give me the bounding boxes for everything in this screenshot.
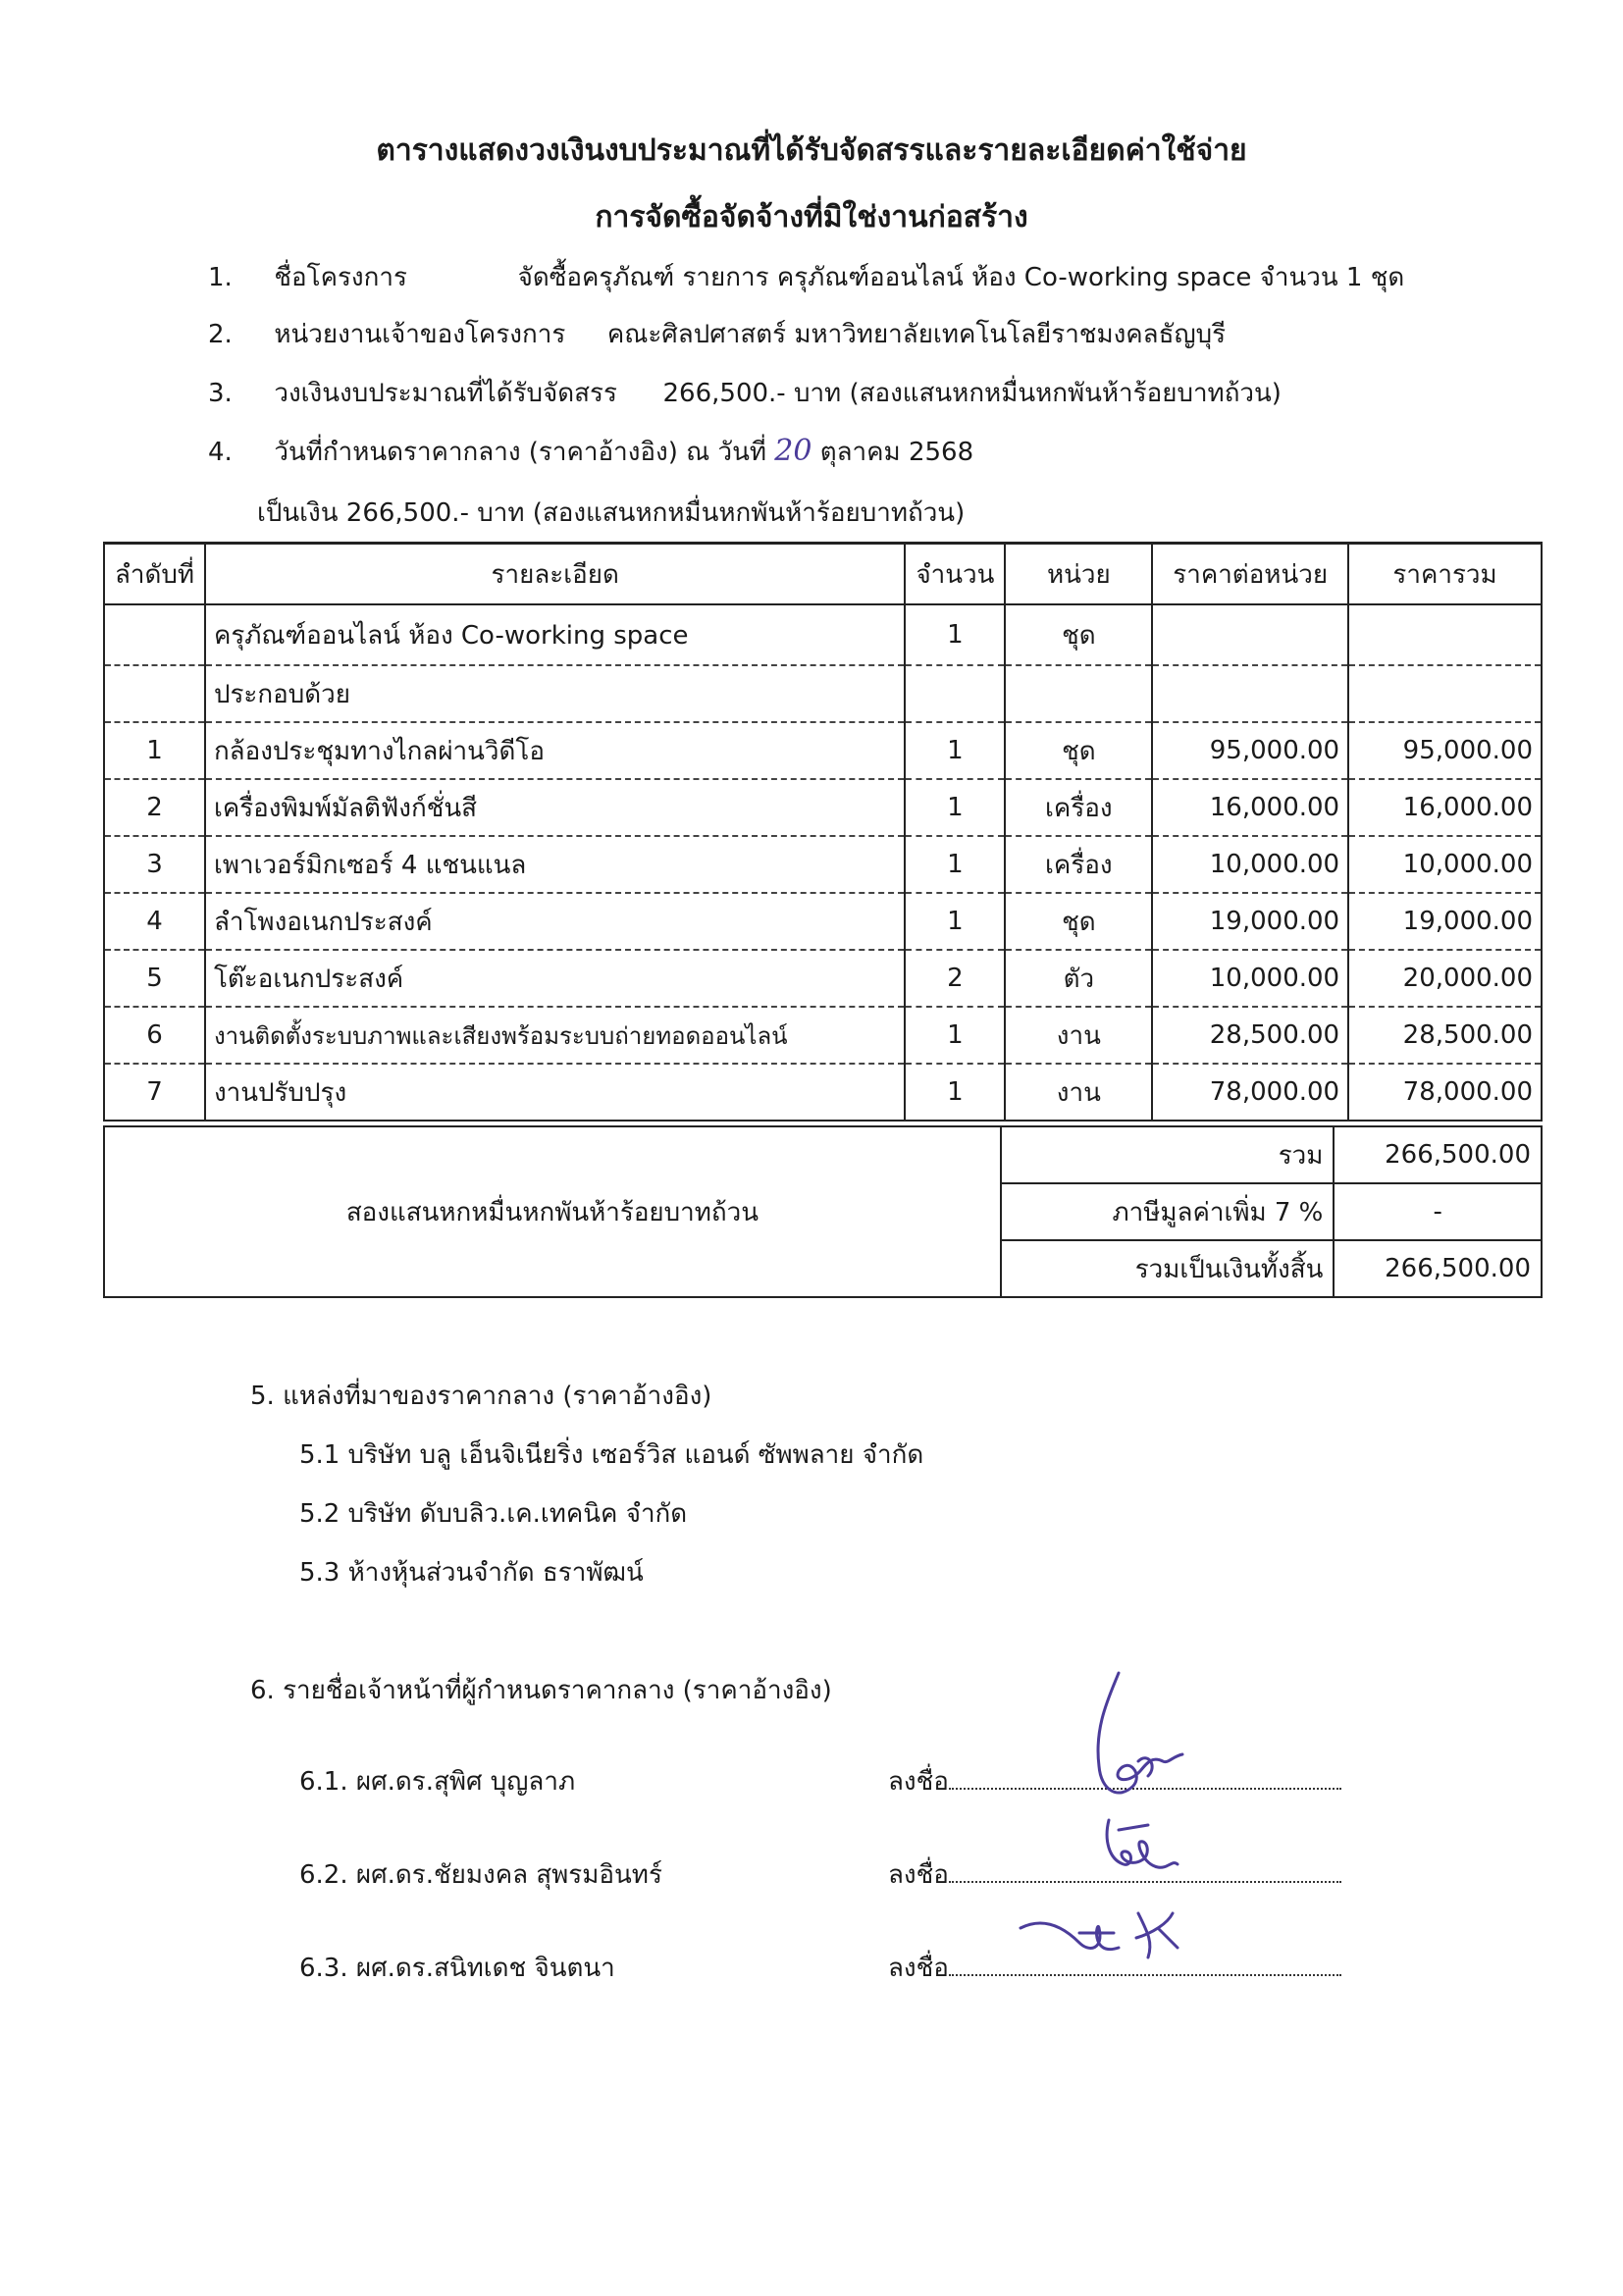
row-unit: ชุด: [1005, 722, 1152, 779]
header-detail: รายละเอียด: [205, 544, 906, 605]
row-detail: ลำโพงอเนกประสงค์: [205, 893, 906, 950]
info-item-2: [208, 314, 1226, 354]
amount-in-words: สองแสนหกหมื่นหกพันห้าร้อยบาทถ้วน: [104, 1126, 1001, 1297]
info-value: จัดซื้อครุภัณฑ์ รายการ ครุภัณฑ์ออนไลน์ ห้อง Co-working space จำนวน 1 ชุด: [517, 263, 1405, 292]
row-total: 95,000.00: [1348, 722, 1542, 779]
row-qty: 1: [905, 893, 1005, 950]
info-label: ชื่อโครงการ: [274, 263, 407, 292]
row-unit-price: 95,000.00: [1152, 722, 1348, 779]
info-item-3: [208, 373, 1282, 413]
table-row: [104, 836, 1542, 893]
sum-value: 266,500.00: [1334, 1126, 1542, 1183]
row-no: 7: [104, 1064, 205, 1121]
row-qty: 1: [905, 722, 1005, 779]
row-total: 19,000.00: [1348, 893, 1542, 950]
sources-heading: 5. แหล่งที่มาของราคากลาง (ราคาอ้างอิง): [250, 1382, 712, 1411]
grand-total-label: รวมเป็นเงินทั้งสิ้น: [1001, 1240, 1335, 1297]
table-row: [104, 779, 1542, 836]
row-no: 4: [104, 893, 205, 950]
official-name: 6.1. ผศ.ดร.สุพิศ บุญลาภ: [299, 1767, 576, 1797]
row-unit: งาน: [1005, 1007, 1152, 1064]
row-detail: กล้องประชุมทางไกลผ่านวิดีโอ: [205, 722, 906, 779]
header-unit-price: ราคาต่อหน่วย: [1152, 544, 1348, 605]
info-item-4: [208, 432, 973, 472]
info-label: หน่วยงานเจ้าของโครงการ: [274, 320, 566, 349]
info-num: 2.: [208, 320, 233, 349]
sign-label: ลงชื่อ: [888, 1767, 949, 1797]
grand-total-value: 266,500.00: [1334, 1240, 1542, 1297]
table-row: [104, 893, 1542, 950]
header-no: ลำดับที่: [104, 544, 205, 605]
row-unit-price: 16,000.00: [1152, 779, 1348, 836]
row-detail: งานติดตั้งระบบภาพและเสียงพร้อมระบบถ่ายทอดออนไลน์: [205, 1007, 906, 1064]
row-qty: 1: [905, 1007, 1005, 1064]
header-unit: หน่วย: [1005, 544, 1152, 605]
row-no: 2: [104, 779, 205, 836]
row-detail: งานปรับปรุง: [205, 1064, 906, 1121]
row-qty: 1: [905, 836, 1005, 893]
row-unit-price: 19,000.00: [1152, 893, 1348, 950]
info-value: 266,500.- บาท (สองแสนหกหมื่นหกพันห้าร้อยบาทถ้วน): [662, 379, 1282, 408]
sign-label: ลงชื่อ: [888, 1954, 949, 1983]
vat-value: -: [1334, 1183, 1542, 1240]
row-detail: เพาเวอร์มิกเซอร์ 4 แชนแนล: [205, 836, 906, 893]
row-unit-price: 10,000.00: [1152, 836, 1348, 893]
row-qty: 2: [905, 950, 1005, 1007]
composed-of-row: [104, 665, 1542, 722]
row-total: 16,000.00: [1348, 779, 1542, 836]
info-num: 1.: [208, 263, 233, 292]
summary-table: [103, 1125, 1543, 1298]
items-table: [103, 542, 1543, 1122]
row-unit: เครื่อง: [1005, 779, 1152, 836]
row-unit-price: 28,500.00: [1152, 1007, 1348, 1064]
row-unit-price: 78,000.00: [1152, 1064, 1348, 1121]
header-qty: จำนวน: [905, 544, 1005, 605]
sign-label: ลงชื่อ: [888, 1860, 949, 1890]
row-no: 6: [104, 1007, 205, 1064]
row-total: 28,500.00: [1348, 1007, 1542, 1064]
row-total: 10,000.00: [1348, 836, 1542, 893]
source-item: 5.3 ห้างหุ้นส่วนจำกัด ธราพัฒน์: [299, 1558, 644, 1588]
table-row: [104, 950, 1542, 1007]
table-row: [104, 1007, 1542, 1064]
header-total: ราคารวม: [1348, 544, 1542, 605]
sum-label: รวม: [1001, 1126, 1335, 1183]
main-item-detail: ครุภัณฑ์ออนไลน์ ห้อง Co-working space: [205, 604, 906, 665]
source-item: 5.2 บริษัท ดับบลิว.เค.เทคนิค จำกัด: [299, 1499, 688, 1529]
info-label: วงเงินงบประมาณที่ได้รับจัดสรร: [274, 379, 617, 408]
info-month-year: ตุลาคม 2568: [819, 438, 974, 467]
signature-3: [1011, 1889, 1197, 1977]
row-detail: เครื่องพิมพ์มัลติฟังก์ชั่นสี: [205, 779, 906, 836]
row-detail: โต๊ะอเนกประสงค์: [205, 950, 906, 1007]
row-unit: ตัว: [1005, 950, 1152, 1007]
main-item-unit: ชุด: [1005, 604, 1152, 665]
official-name: 6.2. ผศ.ดร.ชัยมงคล สุพรมอินทร์: [299, 1860, 662, 1890]
source-item: 5.1 บริษัท บลู เอ็นจิเนียริ่ง เซอร์วิส แอนด์ ซัพพลาย จำกัด: [299, 1440, 924, 1470]
main-item-qty: 1: [905, 604, 1005, 665]
row-unit: ชุด: [1005, 893, 1152, 950]
row-qty: 1: [905, 779, 1005, 836]
info-value: คณะศิลปศาสตร์ มหาวิทยาลัยเทคโนโลยีราชมงคลธัญบุรี: [606, 320, 1227, 349]
table-row: [104, 1064, 1542, 1121]
signature-1: [1079, 1668, 1207, 1825]
row-unit: งาน: [1005, 1064, 1152, 1121]
handwritten-day: 20: [774, 434, 812, 468]
row-no: 3: [104, 836, 205, 893]
info-num: 3.: [208, 379, 233, 408]
info-num: 4.: [208, 438, 233, 467]
officials-heading: 6. รายชื่อเจ้าหน้าที่ผู้กำหนดราคากลาง (ราคาอ้างอิง): [250, 1676, 832, 1705]
official-name: 6.3. ผศ.ดร.สนิทเดช จินตนา: [299, 1954, 615, 1983]
composed-of-label: ประกอบด้วย: [205, 665, 906, 722]
info-label: วันที่กำหนดราคากลาง (ราคาอ้างอิง) ณ วันที่: [274, 438, 767, 467]
signature-2: [1089, 1810, 1197, 1889]
row-no: 1: [104, 722, 205, 779]
vat-label: ภาษีมูลค่าเพิ่ม 7 %: [1001, 1183, 1335, 1240]
row-unit-price: 10,000.00: [1152, 950, 1348, 1007]
info-item-1: [208, 257, 1404, 297]
table-row: [104, 722, 1542, 779]
document-title-line2: การจัดซื้อจัดจ้างที่มิใช่งานก่อสร้าง: [595, 200, 1028, 235]
main-item-row: [104, 604, 1542, 665]
table-header-row: [104, 544, 1542, 605]
row-unit: เครื่อง: [1005, 836, 1152, 893]
document-title-line1: ตารางแสดงวงเงินงบประมาณที่ได้รับจัดสรรและรายละเอียดค่าใช้จ่าย: [376, 133, 1247, 168]
row-no: 5: [104, 950, 205, 1007]
row-total: 78,000.00: [1348, 1064, 1542, 1121]
row-total: 20,000.00: [1348, 950, 1542, 1007]
row-qty: 1: [905, 1064, 1005, 1121]
amount-line: เป็นเงิน 266,500.- บาท (สองแสนหกหมื่นหกพันห้าร้อยบาทถ้วน): [257, 498, 966, 528]
